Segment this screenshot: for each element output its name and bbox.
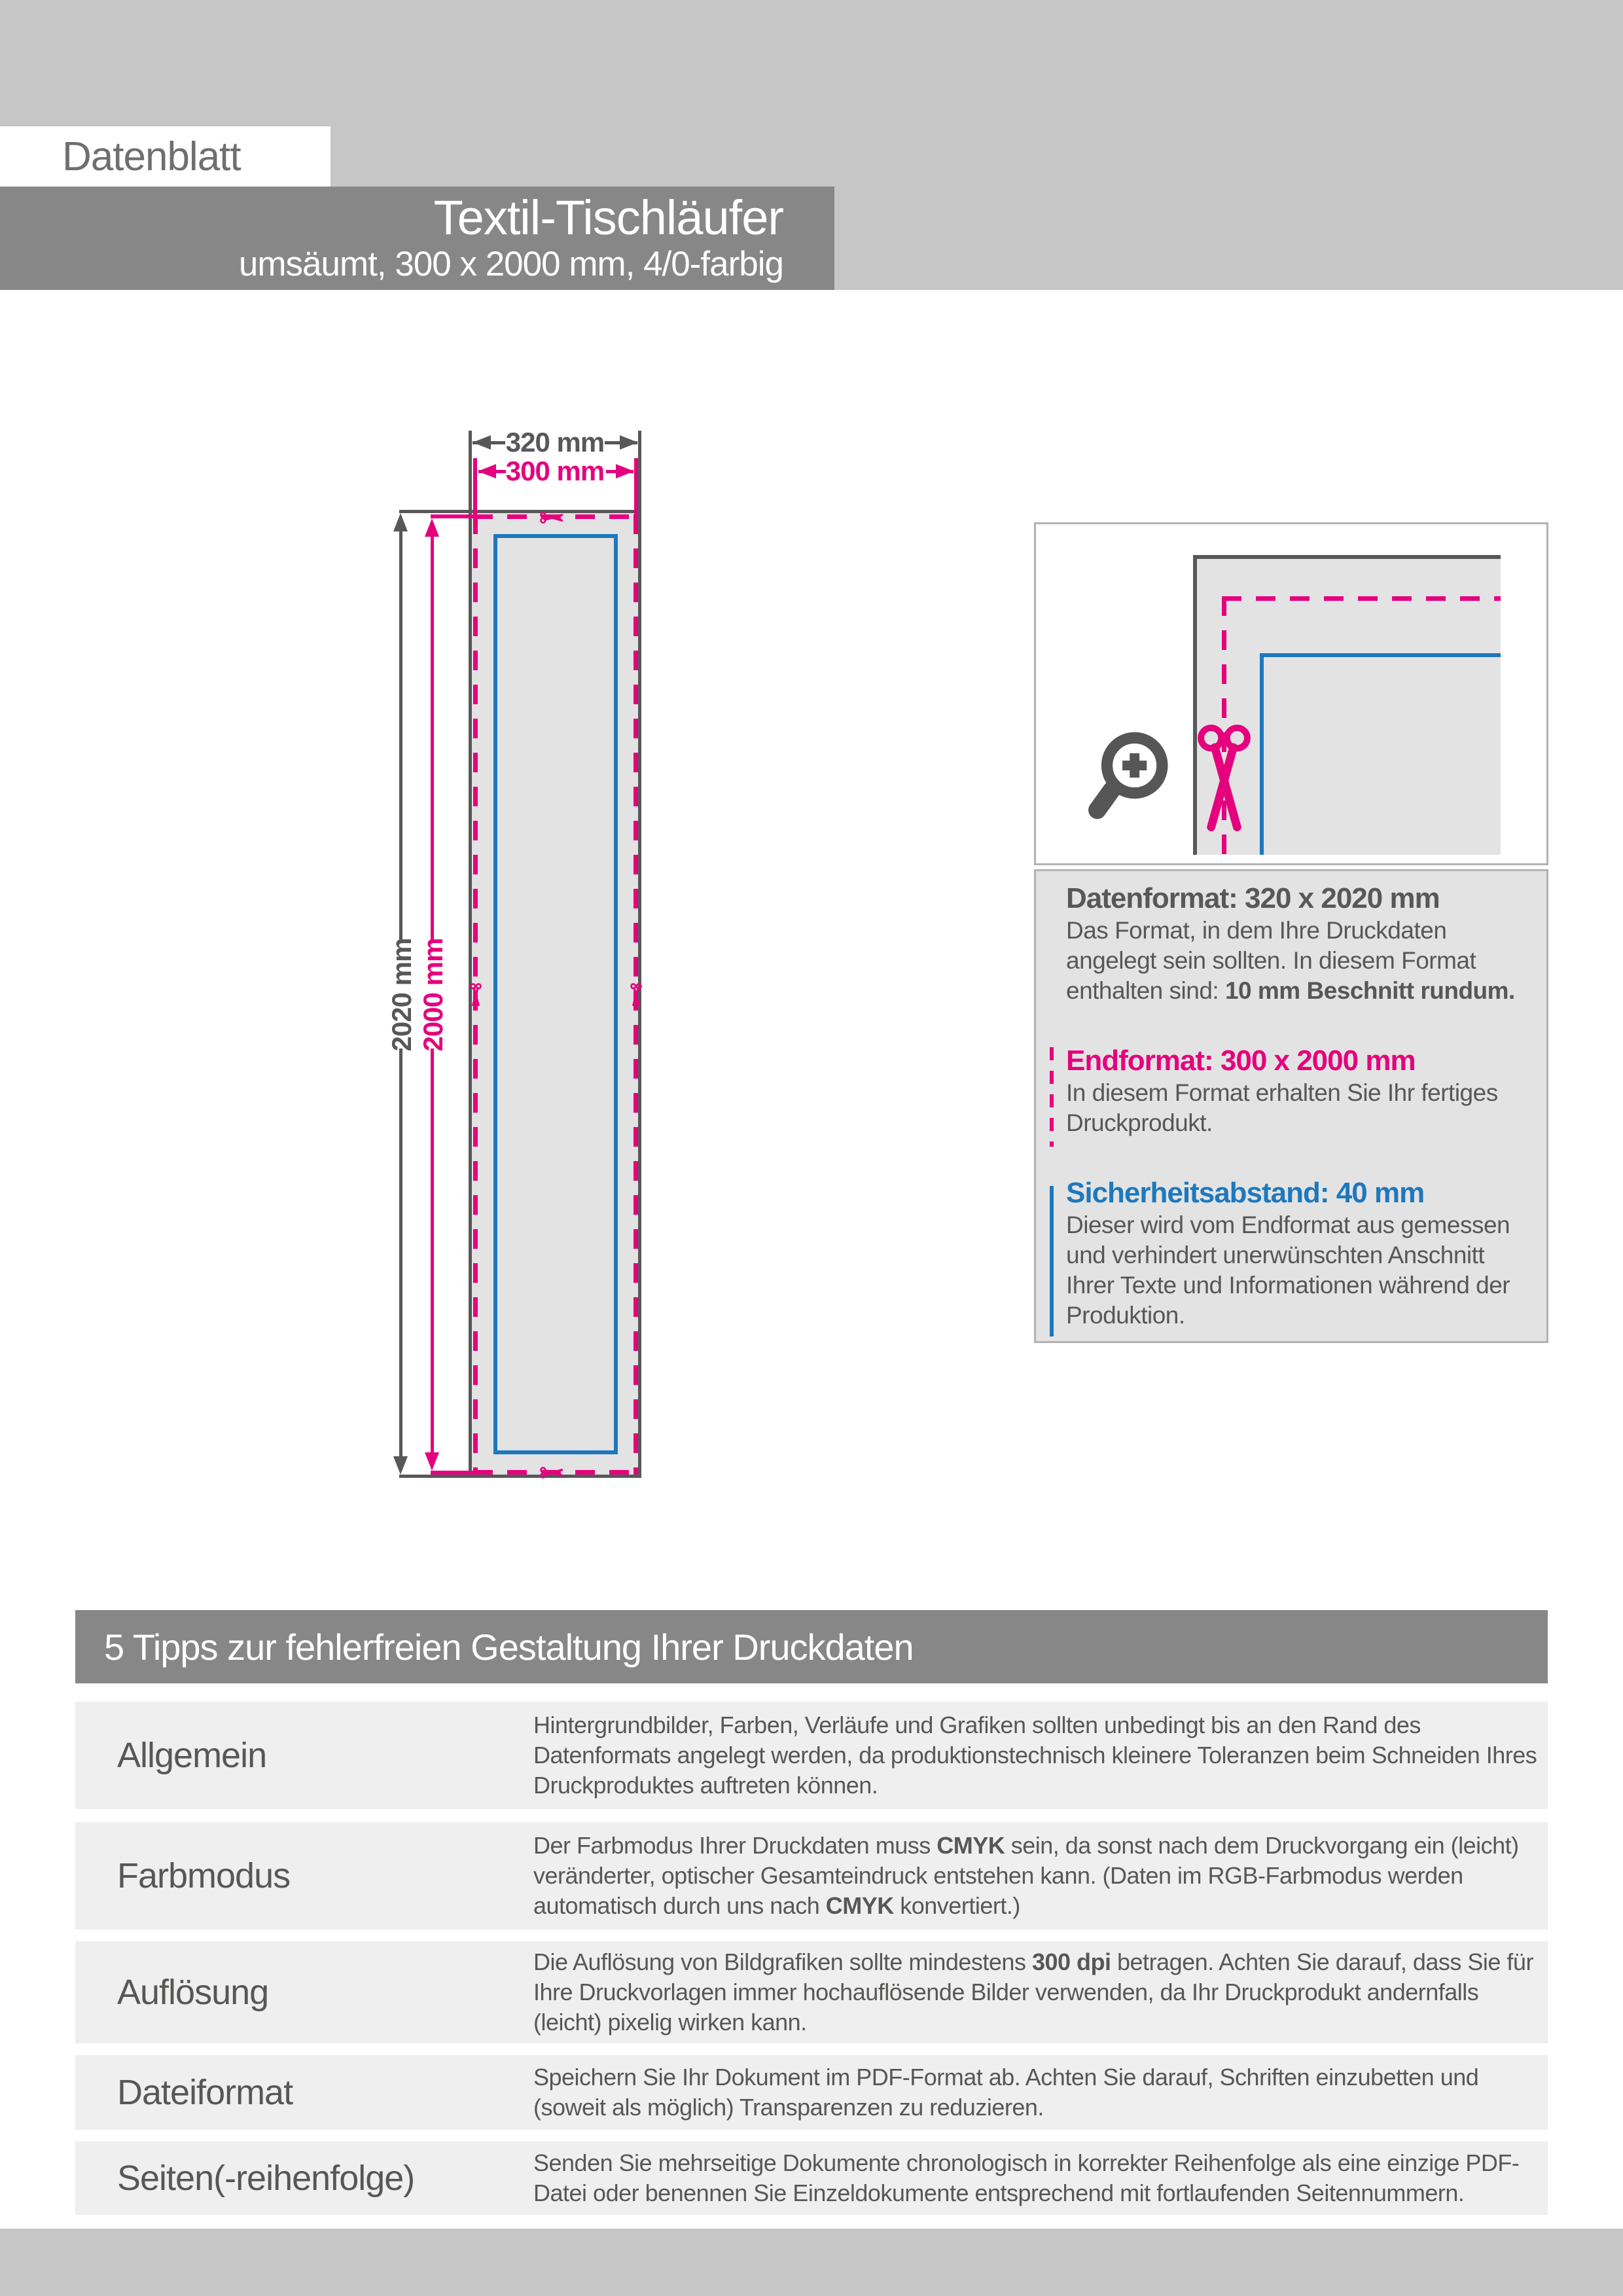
dim-height-outer-label: 2020 mm (386, 938, 417, 1052)
dim-height-inner-label: 2000 mm (418, 938, 448, 1052)
arrow-down-icon (425, 1452, 439, 1471)
sheet-label: Datenblatt (62, 134, 241, 179)
arrow-up-icon (393, 513, 408, 531)
scissors-icon (470, 983, 482, 1007)
product-title: Textil-Tischläufer (433, 190, 783, 245)
tip-label: Farbmodus (117, 1856, 291, 1895)
dim-line (431, 1049, 434, 1456)
tip-row-allgemein (75, 1702, 1548, 1809)
dim-ext-line (399, 1475, 472, 1478)
tip-text-content: Der Farbmodus Ihrer Druckdaten muss CMYK sein, da sonst nach dem Druckvorgang ein (leicht) veränderter, optischer Gesamteindruck entstehen kann. (Daten im RGB-Farbmodus werden automatisch durch uns nach CMYK konvertiert.) (533, 1832, 1519, 1919)
dim-line (399, 1049, 402, 1462)
arrow-left-icon (473, 435, 491, 450)
sicherheitsabstand-heading: Sicherheitsabstand: 40 mm (1066, 1177, 1425, 1209)
tip-text (533, 2055, 1538, 2130)
sheet-label-box (0, 126, 330, 187)
sicherheitsabstand-rectangle (493, 534, 618, 1454)
scissors-icon (540, 1467, 563, 1479)
tip-text (533, 1702, 1538, 1809)
footer-band (0, 2229, 1623, 2296)
tip-text (533, 2142, 1538, 2215)
tip-label: Allgemein (117, 1736, 267, 1775)
tip-text (533, 1822, 1538, 1929)
sicherheitsabstand-key-line (1050, 1186, 1054, 1336)
endformat-section (1066, 1044, 1523, 1138)
tip-text-content: Senden Sie mehrseitige Dokumente chronologisch in korrekter Reihenfolge als eine einzige PDF-Datei oder benennen Sie Einzeldokumente entsprechend mit fortlaufenden Seitennummern. (533, 2149, 1520, 2206)
arrow-up-icon (425, 518, 439, 537)
scissors-icon (1196, 723, 1252, 834)
sicherheitsabstand-body: Dieser wird vom Endformat aus gemessen und verhindert unerwünschten Anschnitt Ihrer Texte und Informationen während der Produktion. (1066, 1211, 1510, 1329)
tip-row-farbmodus (75, 1822, 1548, 1929)
zoom-safety-edge-left (1260, 653, 1264, 855)
dim-tick (473, 458, 477, 514)
product-subtitle: umsäumt, 300 x 2000 mm, 4/0-farbig (238, 245, 783, 283)
tips-title: 5 Tipps zur fehlerfreien Gestaltung Ihrer Druckdaten (104, 1626, 914, 1668)
tip-row-seitenreihenfolge (75, 2142, 1548, 2215)
dim-tick (634, 458, 638, 514)
dim-tick (638, 431, 641, 510)
sicherheitsabstand-section (1066, 1176, 1523, 1331)
magnifier-plus-icon (1083, 726, 1175, 828)
arrow-down-icon (393, 1456, 408, 1475)
tip-text-content: Die Auflösung von Bildgrafiken sollte mindestens 300 dpi betragen. Achten Sie darauf, dass Sie für Ihre Druckvorlagen immer hochauflösende Bilder verwenden, da Ihr Druckprodukt andernfalls (leicht) pixelig wirken kann. (533, 1948, 1533, 2036)
zoom-safety-edge-top (1260, 653, 1501, 657)
dim-tick (469, 431, 472, 510)
tip-text (533, 1941, 1538, 2043)
scissors-icon (630, 983, 642, 1007)
tip-text-content: Speichern Sie Ihr Dokument im PDF-Format ab. Achten Sie darauf, Schriften einzubetten und (soweit als möglich) Transparenzen zu reduzieren. (533, 2064, 1479, 2121)
endformat-key-dashed-line (1050, 1047, 1054, 1147)
endformat-heading: Endformat: 300 x 2000 mm (1066, 1045, 1416, 1077)
dim-line (399, 528, 402, 941)
tip-label: Dateiformat (117, 2073, 293, 2112)
tip-row-aufloesung (75, 1941, 1548, 2043)
tip-label: Auflösung (117, 1973, 269, 2012)
product-title-bar (0, 187, 834, 290)
dim-width-outer-label: 320 mm (505, 427, 605, 457)
format-info-panel (1034, 869, 1548, 1343)
tip-label: Seiten(-reihenfolge) (117, 2159, 415, 2198)
dim-width-inner-label: 300 mm (505, 456, 605, 486)
datenformat-heading: Datenformat: 320 x 2020 mm (1066, 882, 1440, 914)
dim-line (431, 533, 434, 941)
scissors-icon (540, 512, 563, 524)
datenformat-body: Das Format, in dem Ihre Druckdaten angelegt sein sollten. In diesem Format enthalten sind: 10 mm Beschnitt rundum. (1066, 917, 1515, 1004)
tip-text-content: Hintergrundbilder, Farben, Verläufe und Grafiken sollten unbedingt bis an den Rand des Datenformats angelegt werden, da produktionstechnisch kleinere Toleranzen beim Schneiden Ihres Druckproduktes auftreten können. (533, 1712, 1537, 1799)
dim-ext-line (399, 510, 472, 513)
tip-row-dateiformat (75, 2055, 1548, 2130)
datenformat-section (1066, 882, 1523, 1006)
dim-ext-line (431, 1471, 476, 1475)
endformat-body: In diesem Format erhalten Sie Ihr fertiges Druckprodukt. (1066, 1079, 1498, 1136)
zoom-datenformat-edge-top (1193, 555, 1501, 559)
tips-title-bar (75, 1610, 1548, 1683)
arrow-right-icon (620, 435, 638, 450)
zoom-endformat-dashed-top (1222, 596, 1501, 601)
